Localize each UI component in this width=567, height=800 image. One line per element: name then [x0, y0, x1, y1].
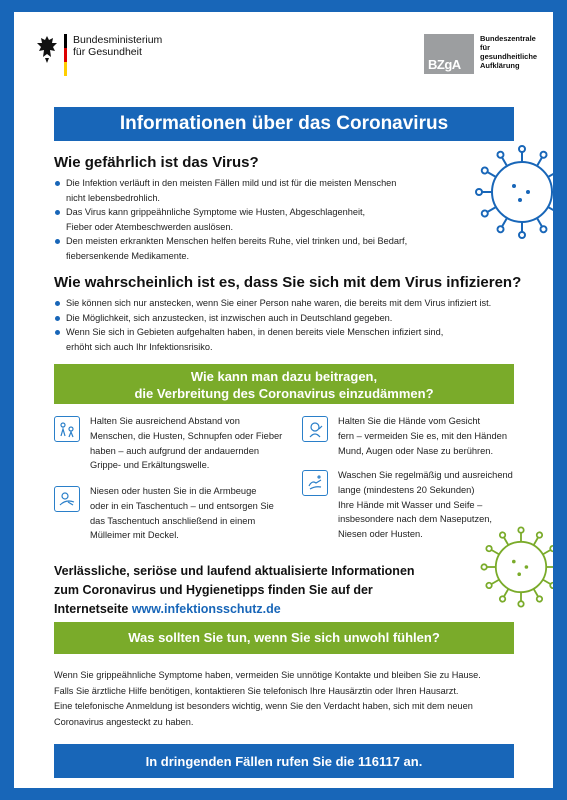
bzga-name-line2: für — [480, 43, 490, 52]
tip-line: insbesondere nach dem Naseputzen, — [338, 514, 493, 525]
flyer-page — [14, 12, 553, 788]
paragraph-line: Eine telefonische Anmeldung ist besonders wichtig, wenn Sie den Verdacht haben, sich mit dem neuen — [54, 701, 473, 711]
section4-heading: Was sollten Sie tun, wenn Sie sich unwohl fühlen? — [54, 622, 514, 654]
tip-line: Halten Sie ausreichend Abstand von — [90, 416, 240, 426]
tip-sneeze — [54, 484, 274, 543]
tip-line: Waschen Sie regelmäßig und ausreichend — [338, 470, 513, 480]
info-line: zum Coronavirus und Hygienetipps finden Sie auf der — [54, 583, 373, 597]
handwash-icon — [302, 470, 328, 496]
bzga-logo-box — [424, 34, 474, 74]
paragraph-line: Falls Sie ärztliche Hilfe benötigen, kontaktieren Sie telefonisch Ihre Hausärztin oder Ihren Hausarzt. — [54, 685, 459, 696]
section3-heading-line2: die Verbreitung des Coronavirus einzudämmen? — [134, 386, 434, 401]
section4-text — [54, 668, 524, 730]
section3-heading-line1: Wie kann man dazu beitragen, — [190, 369, 378, 384]
info-line: Internetseite www.infektionsschutz.de — [54, 602, 281, 616]
section3-heading — [54, 364, 514, 404]
face-touch-icon — [302, 416, 328, 442]
bzga-logo — [424, 34, 537, 74]
paragraph-line: Wenn Sie grippeähnliche Symptome haben, vermeiden Sie unnötige Kontakte und bleiben Sie zu Hause. — [54, 670, 481, 680]
eagle-icon — [36, 34, 58, 64]
section1-list — [54, 176, 474, 263]
tip-distance — [54, 414, 282, 473]
bzga-name-line1: Bundeszentrale — [480, 34, 536, 43]
emergency-banner: In dringenden Fällen rufen Sie die 116117 an. — [54, 744, 514, 778]
list-item: Die Infektion verläuft in den meisten Fällen mild und ist für die meisten Menschen nicht lebensbedrohlich. — [54, 176, 474, 205]
german-flag — [64, 34, 67, 76]
tip-line: Niesen oder husten Sie in die Armbeuge — [90, 486, 257, 496]
tip-line: Niesen oder Husten. — [338, 529, 423, 540]
ministry-name-line2: für Gesundheit — [73, 46, 142, 58]
virus-icon — [472, 142, 553, 242]
section2-list — [54, 296, 544, 354]
page-title: Informationen über das Coronavirus — [54, 107, 514, 141]
info-line: Verlässliche, seriöse und laufend aktualisierte Informationen — [54, 564, 415, 578]
tip-line: haben – auch aufgrund der andauernden — [90, 445, 260, 456]
list-item: Die Möglichkeit, sich anzustecken, ist inzwischen auch in Deutschland gegeben. — [54, 311, 544, 326]
tip-line: Halten Sie die Hände vom Gesicht — [338, 416, 481, 426]
tip-line: fern – vermeiden Sie es, mit den Händen — [338, 430, 507, 441]
list-item: Den meisten erkrankten Menschen helfen bereits Ruhe, viel trinken und, bei Bedarf, fiebersenkende Medikamente. — [54, 234, 474, 263]
tip-line: oder in ein Taschentuch – und entsorgen Sie — [90, 500, 274, 511]
tip-line: Menschen, die Husten, Schnupfen oder Fieber — [90, 430, 283, 441]
distance-icon — [54, 416, 80, 442]
tip-line: Mülleimer mit Deckel. — [90, 530, 179, 541]
tip-line: Mund, Augen oder Nase zu berühren. — [338, 445, 494, 456]
virus-icon — [476, 522, 553, 612]
tip-line: Grippe- und Erkältungswelle. — [90, 460, 210, 471]
list-item: Das Virus kann grippeähnliche Symptome wie Husten, Abgeschlagenheit, Fieber oder Atembeschwerden auslösen. — [54, 205, 474, 234]
bzga-logo-text: BZgA — [428, 57, 461, 72]
section2-heading: Wie wahrscheinlich ist es, dass Sie sich mit dem Virus infizieren? — [54, 274, 522, 291]
paragraph-line: Coronavirus angesteckt zu haben. — [54, 716, 194, 727]
tip-line: lange (mindestens 20 Sekunden) — [338, 484, 475, 495]
bzga-name-line3: gesundheitliche — [480, 52, 538, 61]
bzga-name-line4: Aufklärung — [480, 61, 520, 70]
website-link[interactable]: www.infektionsschutz.de — [131, 602, 281, 616]
list-item: Wenn Sie sich in Gebieten aufgehalten haben, in denen bereits viele Menschen infiziert sind, erhöht sich auch Ihr Infektionsrisiko. — [54, 325, 544, 354]
ministry-logo — [36, 34, 162, 76]
info-text — [54, 562, 415, 619]
tip-line: Ihre Hände mit Wasser und Seife – — [338, 499, 483, 510]
ministry-name-line1: Bundesministerium — [73, 34, 163, 46]
sneeze-icon — [54, 486, 80, 512]
list-item: Sie können sich nur anstecken, wenn Sie einer Person nahe waren, die bereits mit dem Virus infiziert ist. — [54, 296, 544, 311]
section1-heading: Wie gefährlich ist das Virus? — [54, 154, 259, 171]
tip-line: das Taschentuch anschließend in einem — [90, 515, 256, 526]
tip-face — [302, 414, 507, 458]
